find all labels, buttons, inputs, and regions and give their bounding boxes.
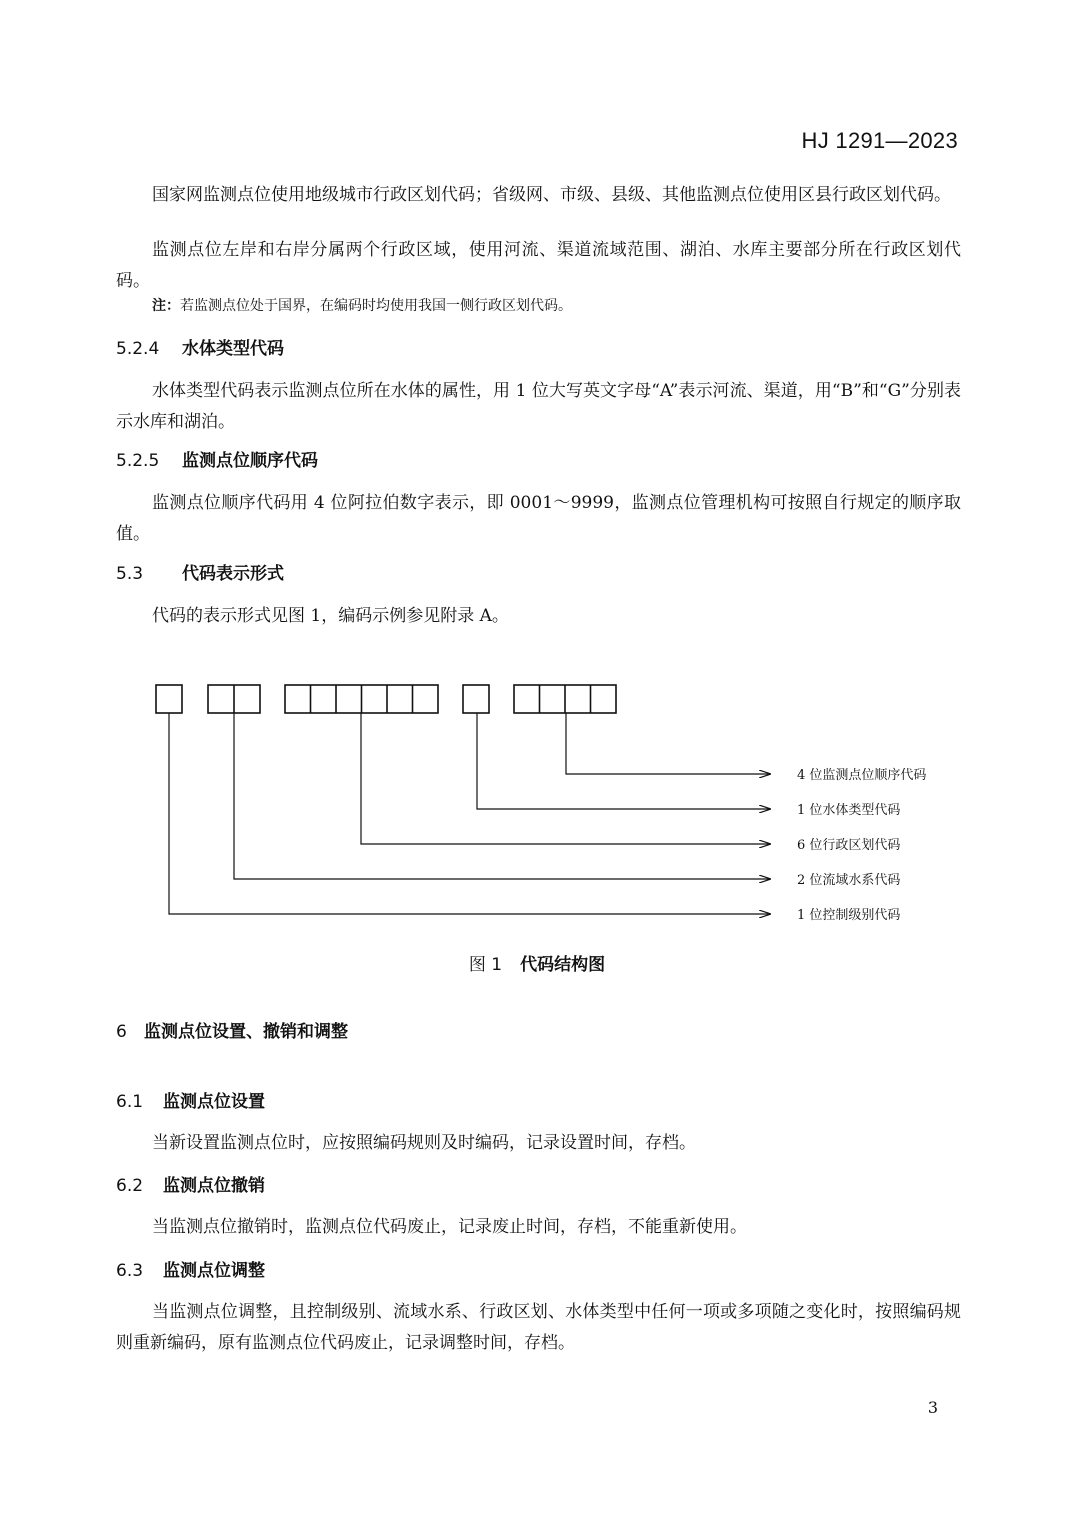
section-title: 监测点位设置 [163, 1092, 265, 1112]
section-number: 5.2.5 [116, 451, 160, 471]
paragraph-point-revocation: 当监测点位撤销时，监测点位代码废止，记录废止时间，存档，不能重新使用。 [152, 1217, 747, 1237]
figure-caption [0, 950, 1074, 975]
section-number: 6.2 [116, 1176, 144, 1196]
section-title: 监测点位顺序代码 [182, 451, 318, 471]
section-title: 水体类型代码 [182, 339, 284, 359]
figure-number: 图 1 [468, 955, 503, 975]
code-box-control-level [156, 685, 182, 713]
connector-basin [234, 713, 770, 879]
page-number: 3 [927, 1398, 938, 1417]
code-box-water-type [463, 685, 489, 713]
section-heading-6-2 [116, 1174, 265, 1198]
section-title: 监测点位撤销 [163, 1176, 265, 1196]
section-title: 监测点位设置、撤销和调整 [144, 1022, 348, 1042]
note-label: 注： [152, 298, 180, 314]
paragraph-sequence-code: 监测点位顺序代码用 4 位阿拉伯数字表示，即 0001～9999，监测点位管理机构可按照自行规定的顺序取值。 [116, 493, 961, 544]
section-number: 5.2.4 [116, 339, 160, 359]
connector-control-level [169, 713, 770, 914]
section-number: 5.3 [116, 564, 144, 584]
paragraph-water-body-type: 水体类型代码表示监测点位所在水体的属性，用 1 位大写英文字母“A”表示河流、渠道，用“B”和“G”分别表示水库和湖泊。 [116, 381, 961, 432]
paragraph-point-adjustment: 当监测点位调整，且控制级别、流域水系、行政区划、水体类型中任何一项或多项随之变化时，按照编码规则重新编码，原有监测点位代码废止，记录调整时间，存档。 [116, 1302, 961, 1353]
paragraph-bank-region-code: 监测点位左岸和右岸分属两个行政区域，使用河流、渠道流域范围、湖泊、水库主要部分所在行政区划代码。 [116, 240, 961, 291]
section-number: 6.1 [116, 1092, 144, 1112]
section-heading-6-3 [116, 1259, 265, 1283]
section-number: 6.3 [116, 1261, 144, 1281]
paragraph-code-form: 代码的表示形式见图 1，编码示例参见附录 A。 [152, 606, 509, 626]
connector-water-type [477, 713, 770, 809]
label-control-level-code: 1 位控制级别代码 [797, 908, 901, 923]
note-text: 若监测点位处于国界，在编码时均使用我国一侧行政区划代码。 [180, 298, 572, 314]
section-heading-6-1 [116, 1090, 265, 1114]
label-water-type-code: 1 位水体类型代码 [797, 803, 901, 818]
section-number: 6 [116, 1022, 127, 1042]
section-heading-6 [116, 1020, 348, 1044]
connector-sequence [566, 713, 770, 774]
label-admin-division-code: 6 位行政区划代码 [797, 838, 901, 853]
label-sequence-code: 4 位监测点位顺序代码 [797, 768, 927, 783]
paragraph-point-setup: 当新设置监测点位时，应按照编码规则及时编码，记录设置时间，存档。 [152, 1133, 696, 1153]
document-code: HJ 1291—2023 [801, 128, 958, 153]
paragraph-national-network-code: 国家网监测点位使用地级城市行政区划代码；省级网、市级、县级、其他监测点位使用区县行政区划代码。 [152, 185, 951, 205]
figure-title: 代码结构图 [520, 955, 606, 975]
label-basin-code: 2 位流域水系代码 [797, 873, 901, 888]
section-title: 监测点位调整 [163, 1261, 265, 1281]
section-title: 代码表示形式 [182, 564, 284, 584]
